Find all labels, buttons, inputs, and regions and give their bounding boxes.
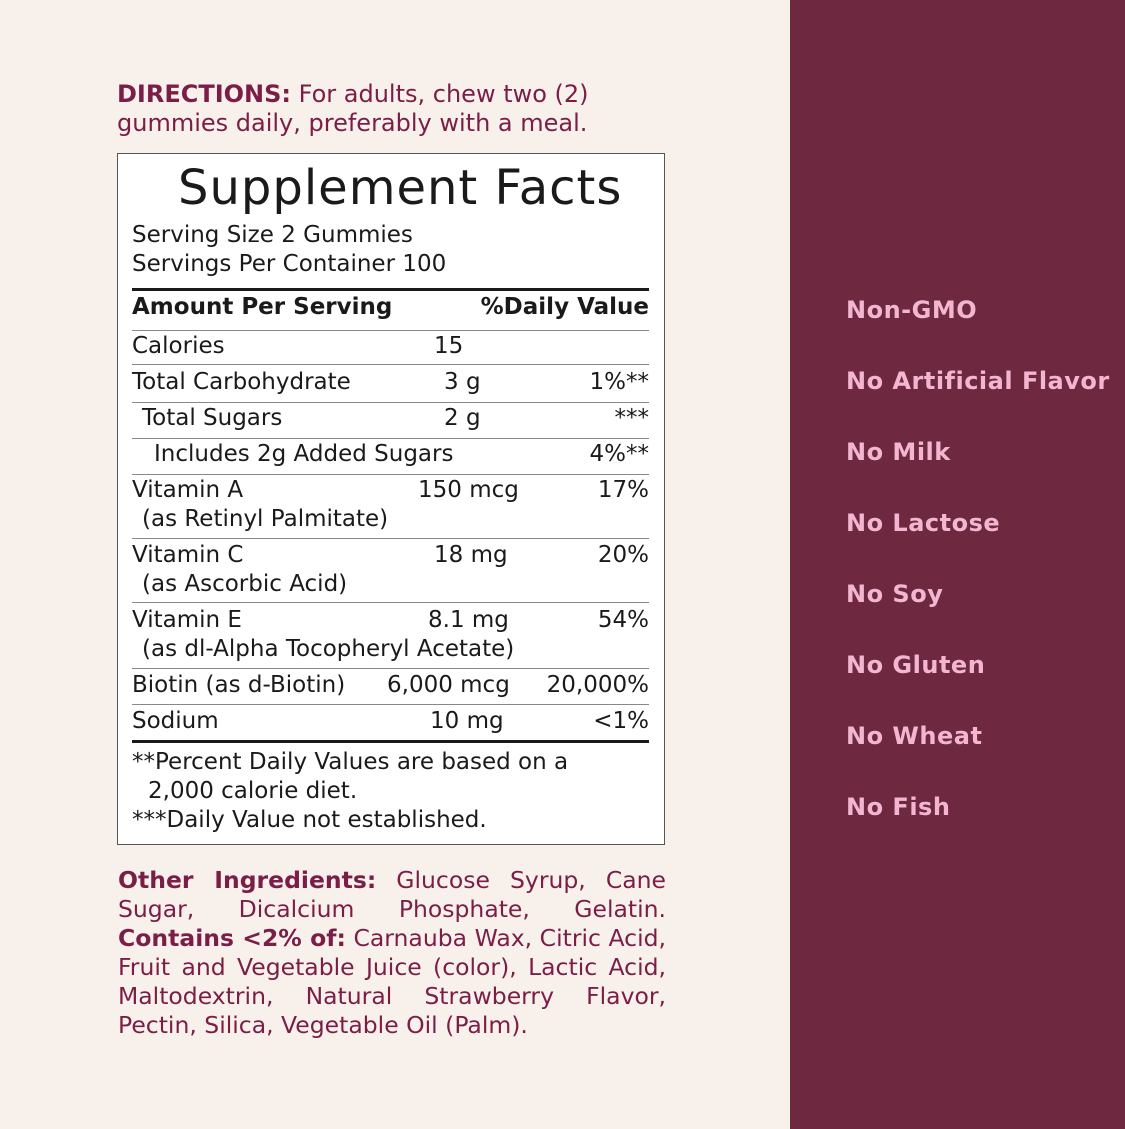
footnotes <box>132 748 568 835</box>
nutrient-amount: 150 mcg <box>418 477 519 503</box>
nutrient-dv: 20,000% <box>546 672 649 698</box>
claim-item: No Wheat <box>846 722 983 750</box>
footnote-calorie-diet: 2,000 calorie diet. <box>148 778 358 804</box>
header-amount-per-serving: Amount Per Serving <box>132 294 393 320</box>
other-ingredients-label: Other Ingredients: <box>118 866 377 894</box>
nutrient-dv: 54% <box>597 607 649 633</box>
other-ingredients-text: Glucose Syrup, Cane Sugar, Dicalcium Phosphate, Gelatin. <box>118 866 666 923</box>
right-panel <box>790 0 1125 1129</box>
directions <box>117 80 672 138</box>
nutrient-amount: 8.1 mg <box>428 607 509 633</box>
claim-item: No Artificial Flavor <box>846 367 1110 395</box>
nutrient-dv: 20% <box>597 542 649 568</box>
nutrient-name: Vitamin A <box>132 477 244 503</box>
servings-per-container: Servings Per Container 100 <box>132 251 447 277</box>
facts-title: Supplement Facts <box>178 160 623 216</box>
divider <box>132 402 649 403</box>
nutrient-amount: 3 g <box>444 369 481 395</box>
nutrient-name: Total Carbohydrate <box>132 369 351 395</box>
nutrient-dv: 4%** <box>589 441 649 467</box>
divider <box>132 364 649 365</box>
divider <box>132 438 649 439</box>
claim-item: No Milk <box>846 438 951 466</box>
divider <box>132 602 649 603</box>
directions-label: DIRECTIONS: <box>117 80 292 108</box>
divider <box>132 330 649 331</box>
divider <box>132 538 649 539</box>
nutrient-name: Vitamin C <box>132 542 244 568</box>
nutrient-source: (as Ascorbic Acid) <box>142 571 348 597</box>
nutrient-name: Sodium <box>132 708 219 734</box>
contains-text: Carnauba Wax, Citric Acid, Fruit and Vegetable Juice (color), Lactic Acid, Maltodextrin, Natural Strawberry Flavor, Pectin, Silica, Vegetable Oil (Palm). <box>118 924 667 1039</box>
contains-label: Contains <2% of: <box>118 924 346 952</box>
divider <box>132 474 649 475</box>
nutrient-source: (as dl-Alpha Tocopheryl Acetate) <box>142 636 515 662</box>
nutrient-amount: 15 <box>434 333 464 359</box>
footnote-not-established: ***Daily Value not established. <box>132 807 487 833</box>
claim-item: No Gluten <box>846 651 986 679</box>
nutrient-dv: 1%** <box>589 369 649 395</box>
serving-size: Serving Size 2 Gummies <box>132 222 413 248</box>
nutrient-amount: 6,000 mcg <box>387 672 510 698</box>
claim-item: No Soy <box>846 580 944 608</box>
nutrient-name: Vitamin E <box>132 607 242 633</box>
nutrient-dv: <1% <box>593 708 649 734</box>
divider <box>132 288 649 291</box>
claim-item: No Lactose <box>846 509 1001 537</box>
nutrient-amount: 2 g <box>444 405 481 431</box>
claim-item: No Fish <box>846 793 951 821</box>
divider <box>132 740 649 743</box>
nutrient-dv: *** <box>614 405 649 431</box>
nutrient-name: Calories <box>132 333 225 359</box>
nutrient-amount: 10 mg <box>430 708 504 734</box>
serving-info <box>132 221 446 279</box>
nutrient-name: Biotin (as d-Biotin) <box>132 672 346 698</box>
facts-header <box>132 292 649 322</box>
nutrient-source: (as Retinyl Palmitate) <box>142 506 389 532</box>
directions-text: For adults, chew two (2) gummies daily, preferably with a meal. <box>117 80 589 137</box>
footnote-daily-values: **Percent Daily Values are based on a <box>132 749 569 775</box>
header-daily-value: %Daily Value <box>480 294 649 320</box>
nutrient-name: Includes 2g Added Sugars <box>154 441 454 467</box>
divider <box>132 668 649 669</box>
nutrient-amount: 18 mg <box>434 542 508 568</box>
nutrient-name: Total Sugars <box>142 405 283 431</box>
nutrient-dv: 17% <box>597 477 649 503</box>
other-ingredients <box>118 866 666 1040</box>
supplement-facts-panel <box>117 153 665 845</box>
divider <box>132 704 649 705</box>
claim-item: Non-GMO <box>846 296 978 324</box>
